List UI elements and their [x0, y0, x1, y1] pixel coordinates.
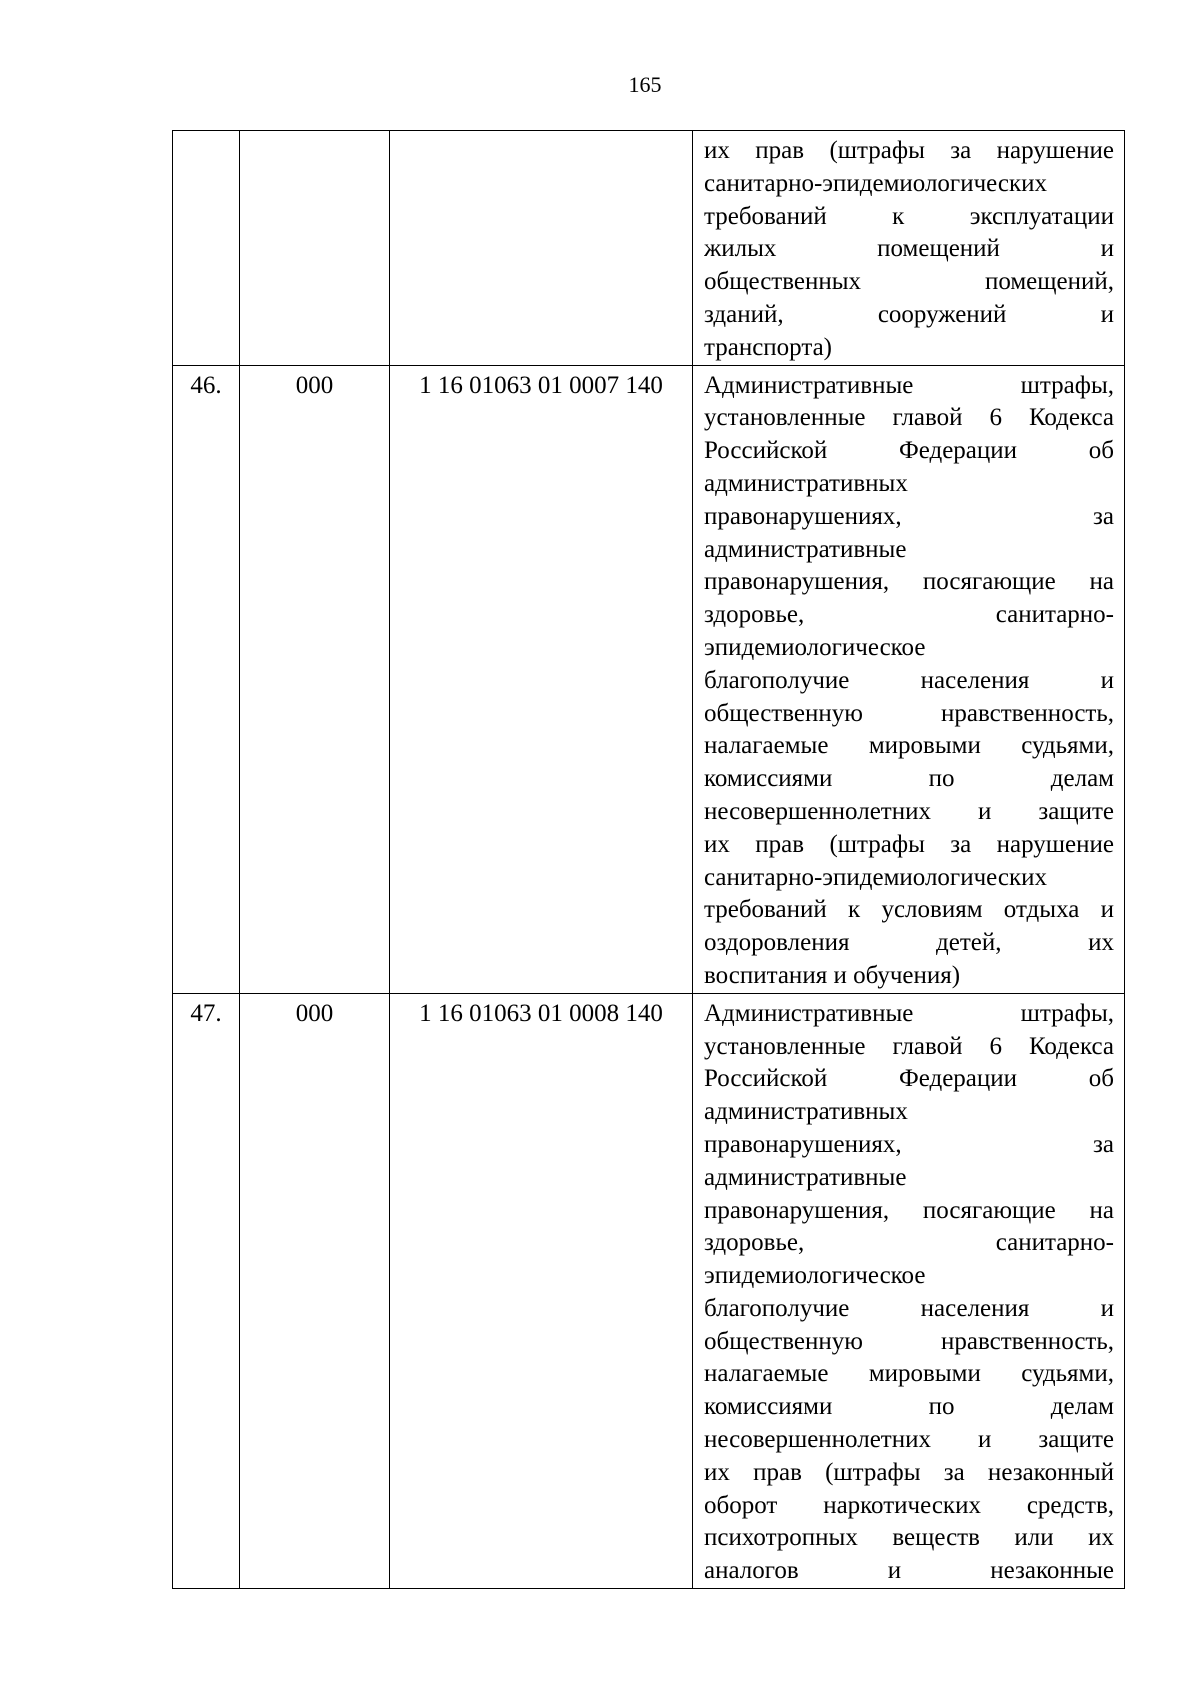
kbk-code-cell: 1 16 01063 01 0008 140 [390, 993, 693, 1588]
description-line: их прав (штрафы за незаконный [704, 1458, 1114, 1486]
description-line: здоровье, санитарно- [704, 1229, 1114, 1257]
description-line: санитарно-эпидемиологических [704, 169, 1047, 197]
description-line: оздоровления детей, их [704, 929, 1114, 957]
description-line: установленные главой 6 Кодекса [704, 1032, 1114, 1060]
description-line: зданий, сооружений и [704, 300, 1114, 328]
description-line: благополучие населения и [704, 666, 1114, 694]
description-line: Административные штрафы, [704, 999, 1114, 1027]
description-line: общественную нравственность, [704, 1327, 1114, 1355]
description-line: установленные главой 6 Кодекса [704, 404, 1114, 432]
kbk-code-cell: 1 16 01063 01 0007 140 [390, 365, 693, 993]
description-line: оборот наркотических средств, [704, 1491, 1114, 1519]
admin-code-cell: 000 [240, 993, 390, 1588]
description-line: эпидемиологическое [704, 1262, 926, 1290]
description-line: налагаемые мировыми судьями, [704, 1360, 1114, 1388]
description-line: транспорта) [704, 333, 833, 361]
description-cell [693, 365, 1125, 993]
description-line: правонарушения, посягающие на [704, 1196, 1114, 1224]
description-line: Административные штрафы, [704, 371, 1114, 399]
description-line: благополучие населения и [704, 1294, 1114, 1322]
row-number-cell: 47. [173, 993, 240, 1588]
row-number-cell: 46. [173, 365, 240, 993]
table-row [173, 131, 1125, 366]
description-line: санитарно-эпидемиологических [704, 863, 1047, 891]
description-line: комиссиями по делам [704, 765, 1114, 793]
row-number-cell [173, 131, 240, 366]
description-line: правонарушениях, за [704, 502, 1114, 530]
description-line: административные [704, 535, 907, 563]
description-cell [693, 131, 1125, 366]
description-line: требований к эксплуатации [704, 202, 1114, 230]
description-line: требований к условиям отдыха и [704, 896, 1114, 924]
description-line: административных [704, 1098, 908, 1126]
description-line: несовершеннолетних и защите [704, 1426, 1114, 1454]
description-line: общественных помещений, [704, 268, 1114, 296]
page-number: 165 [628, 72, 662, 97]
description-line: правонарушениях, за [704, 1130, 1114, 1158]
description-line: жилых помещений и [704, 235, 1114, 263]
description-line: налагаемые мировыми судьями, [704, 732, 1114, 760]
description-line: воспитания и обучения) [704, 961, 961, 989]
description-line: здоровье, санитарно- [704, 601, 1114, 629]
description-line: психотропных веществ или их [704, 1524, 1114, 1552]
description-line: комиссиями по делам [704, 1393, 1114, 1421]
kbk-code-cell [390, 131, 693, 366]
description-line: административные [704, 1163, 907, 1191]
description-line: Российской Федерации об [704, 1065, 1114, 1093]
description-line: эпидемиологическое [704, 633, 926, 661]
budget-codes-table [172, 130, 1125, 1589]
admin-code-cell: 000 [240, 365, 390, 993]
description-line: аналогов и незаконные [704, 1557, 1114, 1585]
description-line: несовершеннолетних и защите [704, 797, 1114, 825]
description-line: их прав (штрафы за нарушение [704, 830, 1114, 858]
description-line: их прав (штрафы за нарушение [704, 137, 1114, 164]
description-line: Российской Федерации об [704, 437, 1114, 465]
description-line: административных [704, 469, 908, 497]
table-row [173, 365, 1125, 993]
description-cell [693, 993, 1125, 1588]
description-line: правонарушения, посягающие на [704, 568, 1114, 596]
description-line: общественную нравственность, [704, 699, 1114, 727]
table-row [173, 993, 1125, 1588]
admin-code-cell [240, 131, 390, 366]
